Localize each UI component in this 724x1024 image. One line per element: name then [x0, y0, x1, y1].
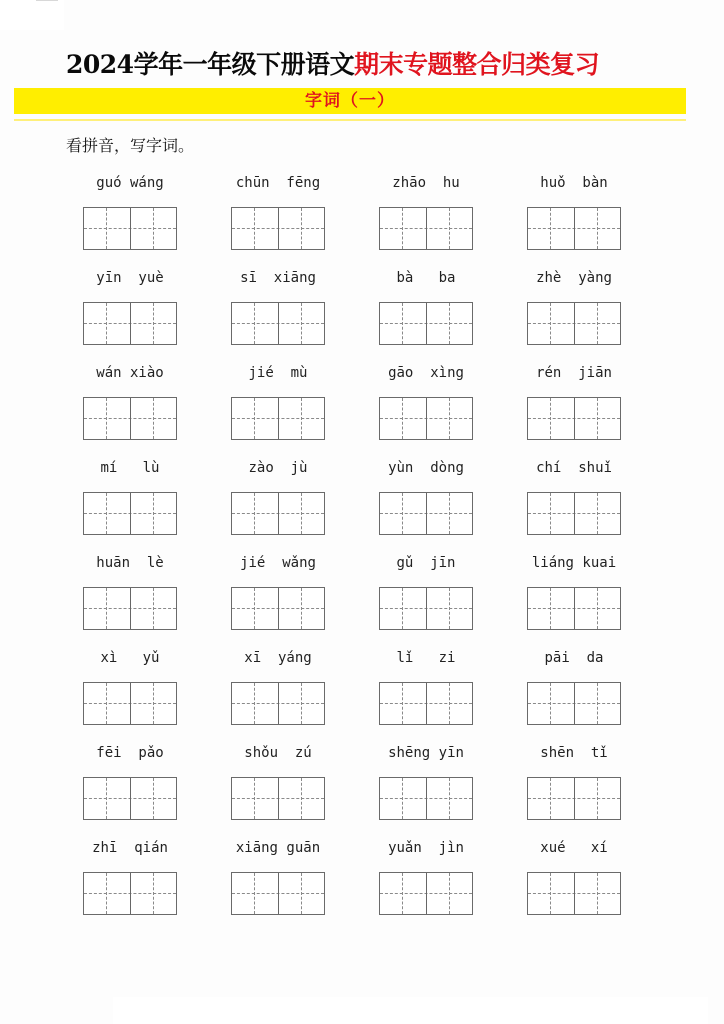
guide-line-vertical: [301, 303, 302, 344]
box-divider: [130, 398, 131, 439]
tianzige-answer-box[interactable]: [231, 302, 325, 345]
exercise-item: [379, 364, 499, 454]
guide-line-vertical: [153, 303, 154, 344]
guide-line-vertical: [153, 398, 154, 439]
guide-line-vertical: [449, 778, 450, 819]
box-divider: [574, 303, 575, 344]
pinyin-label: jié mù: [248, 365, 308, 381]
guide-line-vertical: [550, 778, 551, 819]
tianzige-answer-box[interactable]: [379, 682, 473, 725]
exercise-item: [527, 839, 647, 929]
guide-line-vertical: [301, 398, 302, 439]
box-divider: [426, 208, 427, 249]
guide-line-vertical: [550, 683, 551, 724]
guide-line-vertical: [106, 588, 107, 629]
box-divider: [574, 588, 575, 629]
guide-line-vertical: [402, 493, 403, 534]
box-divider: [130, 303, 131, 344]
exercise-item: [527, 554, 647, 644]
pinyin-label: xué xí: [540, 840, 608, 856]
pinyin-label: sī xiāng: [240, 270, 316, 286]
guide-line-vertical: [106, 873, 107, 914]
tianzige-answer-box[interactable]: [231, 777, 325, 820]
guide-line-vertical: [254, 303, 255, 344]
page-title: [66, 48, 686, 82]
guide-line-vertical: [301, 873, 302, 914]
pinyin-label: bà ba: [396, 270, 456, 286]
guide-line-vertical: [449, 873, 450, 914]
exercise-item: [527, 174, 647, 264]
box-divider: [574, 493, 575, 534]
exercise-item: [83, 269, 203, 359]
section-band: [14, 88, 686, 114]
exercise-item: [83, 649, 203, 739]
guide-line-vertical: [402, 588, 403, 629]
pinyin-label: shēn tǐ: [540, 745, 608, 761]
exercise-item: [527, 649, 647, 739]
guide-line-vertical: [301, 493, 302, 534]
pinyin-label: gǔ jīn: [396, 555, 456, 571]
pinyin-label: mí lù: [100, 460, 160, 476]
tianzige-answer-box[interactable]: [527, 492, 621, 535]
pinyin-label: zào jù: [248, 460, 308, 476]
guide-line-vertical: [449, 493, 450, 534]
exercise-item: [231, 649, 351, 739]
band-underline: [14, 119, 686, 121]
pinyin-label: rén jiān: [536, 365, 612, 381]
tianzige-answer-box[interactable]: [379, 492, 473, 535]
tianzige-answer-box[interactable]: [379, 872, 473, 915]
tianzige-answer-box[interactable]: [527, 207, 621, 250]
guide-line-vertical: [254, 493, 255, 534]
guide-line-vertical: [301, 208, 302, 249]
guide-line-vertical: [597, 683, 598, 724]
guide-line-vertical: [106, 493, 107, 534]
pinyin-label: zhāo hu: [392, 175, 460, 191]
tianzige-answer-box[interactable]: [527, 302, 621, 345]
pinyin-label: huān lè: [96, 555, 164, 571]
tianzige-answer-box[interactable]: [527, 682, 621, 725]
guide-line-vertical: [402, 683, 403, 724]
guide-line-vertical: [402, 208, 403, 249]
guide-line-vertical: [597, 778, 598, 819]
exercise-item: [379, 459, 499, 549]
guide-line-vertical: [254, 873, 255, 914]
exercise-item: [379, 554, 499, 644]
pinyin-label: yùn dòng: [388, 460, 464, 476]
guide-line-vertical: [301, 588, 302, 629]
guide-line-vertical: [597, 398, 598, 439]
pinyin-label: zhè yàng: [536, 270, 612, 286]
tianzige-answer-box[interactable]: [379, 397, 473, 440]
pinyin-label: shēng yīn: [388, 745, 464, 761]
guide-line-vertical: [597, 873, 598, 914]
box-divider: [130, 588, 131, 629]
title-red-part: 期末专题整合归类复习: [354, 50, 600, 79]
guide-line-vertical: [254, 778, 255, 819]
guide-line-vertical: [301, 778, 302, 819]
exercise-item: [527, 364, 647, 454]
guide-line-vertical: [402, 398, 403, 439]
guide-line-vertical: [449, 588, 450, 629]
box-divider: [574, 683, 575, 724]
pinyin-label: lǐ zi: [396, 650, 456, 666]
guide-line-vertical: [550, 493, 551, 534]
guide-line-vertical: [402, 873, 403, 914]
guide-line-vertical: [153, 208, 154, 249]
guide-line-vertical: [449, 208, 450, 249]
guide-line-vertical: [106, 303, 107, 344]
box-divider: [574, 873, 575, 914]
pinyin-label: gāo xìng: [388, 365, 464, 381]
box-divider: [130, 683, 131, 724]
tianzige-answer-box[interactable]: [83, 492, 177, 535]
box-divider: [278, 873, 279, 914]
guide-line-vertical: [550, 303, 551, 344]
exercise-item: [231, 839, 351, 929]
section-label: 字词（一）: [305, 91, 395, 111]
tianzige-answer-box[interactable]: [231, 587, 325, 630]
exercise-item: [379, 744, 499, 834]
box-divider: [426, 398, 427, 439]
tianzige-answer-box[interactable]: [83, 587, 177, 630]
tianzige-answer-box[interactable]: [231, 682, 325, 725]
guide-line-vertical: [402, 778, 403, 819]
exercise-item: [83, 364, 203, 454]
box-divider: [130, 778, 131, 819]
box-divider: [426, 588, 427, 629]
guide-line-vertical: [597, 493, 598, 534]
exercise-item: [379, 269, 499, 359]
box-divider: [426, 683, 427, 724]
guide-line-vertical: [449, 303, 450, 344]
exercise-item: [231, 744, 351, 834]
pinyin-label: chūn fēng: [235, 175, 321, 191]
exercise-item: [231, 269, 351, 359]
pinyin-label: shǒu zú: [244, 745, 312, 761]
tianzige-answer-box[interactable]: [527, 397, 621, 440]
box-divider: [574, 208, 575, 249]
instruction-text: 看拼音，写字词。: [66, 136, 195, 155]
guide-line-vertical: [449, 398, 450, 439]
box-divider: [426, 778, 427, 819]
tianzige-answer-box[interactable]: [83, 682, 177, 725]
exercise-item: [527, 269, 647, 359]
box-divider: [278, 493, 279, 534]
guide-line-vertical: [153, 778, 154, 819]
guide-line-vertical: [301, 683, 302, 724]
pinyin-label: chí shuǐ: [536, 460, 612, 476]
pinyin-label: xiāng guān: [235, 840, 321, 856]
pinyin-label: yuǎn jìn: [388, 840, 464, 856]
tianzige-answer-box[interactable]: [231, 397, 325, 440]
guide-line-vertical: [106, 398, 107, 439]
box-divider: [130, 493, 131, 534]
box-divider: [426, 873, 427, 914]
pinyin-label: pāi da: [544, 650, 604, 666]
exercise-item: [83, 839, 203, 929]
exercise-item: [379, 839, 499, 929]
guide-line-vertical: [106, 683, 107, 724]
guide-line-vertical: [254, 588, 255, 629]
tianzige-answer-box[interactable]: [379, 587, 473, 630]
box-divider: [278, 683, 279, 724]
pinyin-label: wán xiào: [96, 365, 164, 381]
tianzige-answer-box[interactable]: [231, 207, 325, 250]
pinyin-label: jié wǎng: [240, 555, 316, 571]
exercise-item: [83, 744, 203, 834]
pinyin-label: xì yǔ: [100, 650, 160, 666]
guide-line-vertical: [550, 873, 551, 914]
guide-line-vertical: [597, 303, 598, 344]
guide-line-vertical: [254, 398, 255, 439]
exercise-item: [231, 554, 351, 644]
box-divider: [574, 398, 575, 439]
guide-line-vertical: [153, 873, 154, 914]
footer-panel: [113, 997, 708, 1024]
box-divider: [130, 873, 131, 914]
tianzige-answer-box[interactable]: [379, 302, 473, 345]
tianzige-answer-box[interactable]: [231, 872, 325, 915]
tianzige-answer-box[interactable]: [527, 872, 621, 915]
guide-line-vertical: [153, 493, 154, 534]
exercise-item: [83, 459, 203, 549]
guide-line-vertical: [254, 683, 255, 724]
guide-line-vertical: [254, 208, 255, 249]
tianzige-answer-box[interactable]: [83, 397, 177, 440]
pinyin-label: liáng kuai: [531, 555, 617, 571]
exercise-item: [83, 174, 203, 264]
guide-line-vertical: [402, 303, 403, 344]
title-black-part: 2024学年一年级下册语文: [66, 50, 355, 79]
tianzige-answer-box[interactable]: [527, 777, 621, 820]
box-divider: [278, 588, 279, 629]
tianzige-answer-box[interactable]: [83, 777, 177, 820]
exercise-item: [231, 174, 351, 264]
tianzige-answer-box[interactable]: [83, 872, 177, 915]
box-divider: [278, 778, 279, 819]
box-divider: [426, 493, 427, 534]
guide-line-vertical: [597, 588, 598, 629]
pinyin-label: fēi pǎo: [96, 745, 164, 761]
exercise-item: [527, 744, 647, 834]
exercise-item: [527, 459, 647, 549]
pinyin-label: guó wáng: [96, 175, 164, 191]
tianzige-answer-box[interactable]: [231, 492, 325, 535]
exercise-item: [231, 459, 351, 549]
tianzige-answer-box[interactable]: [527, 587, 621, 630]
box-divider: [278, 398, 279, 439]
tianzige-answer-box[interactable]: [379, 777, 473, 820]
corner-mark: [0, 0, 64, 30]
tianzige-answer-box[interactable]: [83, 302, 177, 345]
exercise-item: [379, 649, 499, 739]
pinyin-label: huǒ bàn: [540, 175, 608, 191]
box-divider: [278, 303, 279, 344]
guide-line-vertical: [153, 683, 154, 724]
pinyin-label: xī yáng: [244, 650, 312, 666]
corner-dash: [36, 0, 58, 1]
pinyin-label: zhī qián: [92, 840, 168, 856]
box-divider: [574, 778, 575, 819]
guide-line-vertical: [597, 208, 598, 249]
guide-line-vertical: [449, 683, 450, 724]
guide-line-vertical: [550, 208, 551, 249]
tianzige-answer-box[interactable]: [83, 207, 177, 250]
guide-line-vertical: [550, 588, 551, 629]
exercise-item: [83, 554, 203, 644]
box-divider: [426, 303, 427, 344]
box-divider: [130, 208, 131, 249]
exercise-item: [231, 364, 351, 454]
pinyin-label: yīn yuè: [96, 270, 164, 286]
guide-line-vertical: [106, 778, 107, 819]
tianzige-answer-box[interactable]: [379, 207, 473, 250]
guide-line-vertical: [106, 208, 107, 249]
box-divider: [278, 208, 279, 249]
exercise-item: [379, 174, 499, 264]
guide-line-vertical: [550, 398, 551, 439]
guide-line-vertical: [153, 588, 154, 629]
